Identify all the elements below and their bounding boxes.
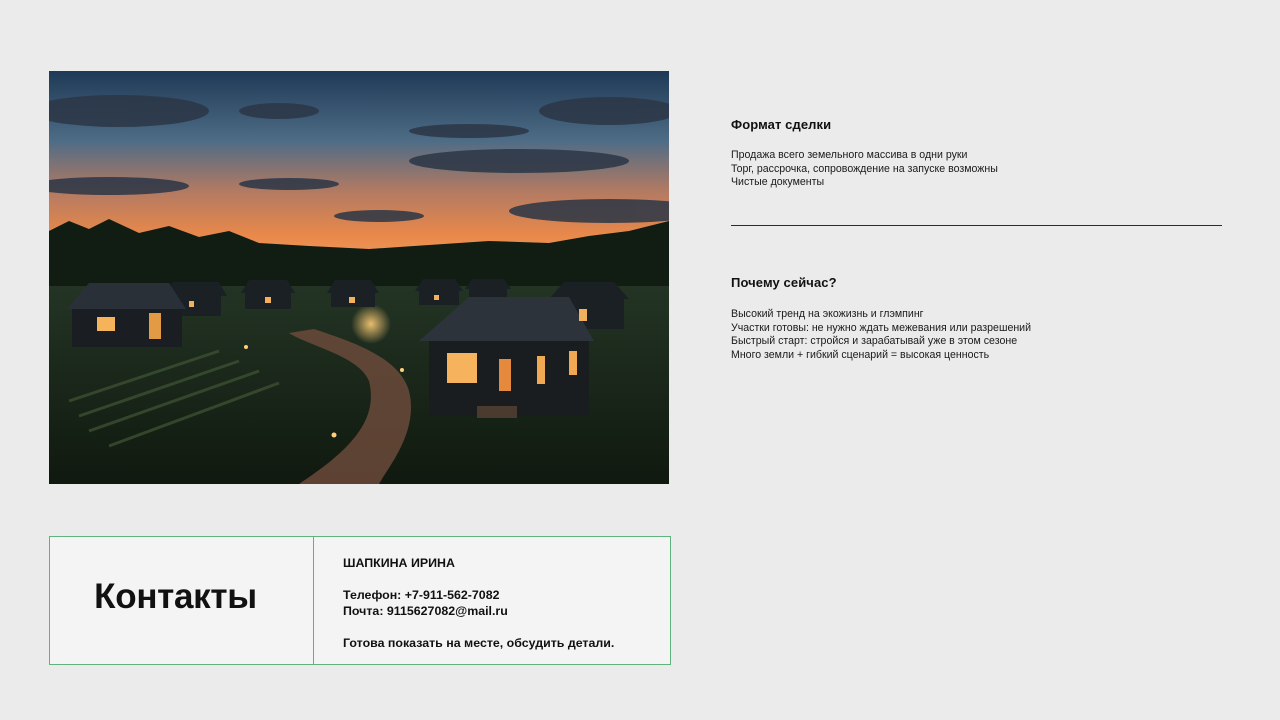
deal-format-section [731, 117, 1231, 190]
why-now-item: Участки готовы: не нужно ждать межевания или разрешений [731, 321, 1032, 334]
why-now-item: Быстрый старт: стройся и зарабатывай уже в этом сезоне [731, 335, 1018, 348]
contacts-heading-cell [50, 537, 314, 664]
contact-note: Готова показать на месте, обсудить детали. [343, 636, 615, 650]
deal-format-item: Торг, рассрочка, сопровождение на запуске возможны [731, 162, 998, 175]
deal-format-list [731, 149, 1231, 190]
contact-email[interactable]: Почта: 9115627082@mail.ru [343, 604, 508, 618]
why-now-list [731, 308, 1231, 362]
contacts-details [314, 537, 614, 664]
contacts-title: Контакты [94, 576, 257, 616]
why-now-item: Высокий тренд на экожизнь и глэмпинг [731, 308, 924, 320]
deal-format-item: Продажа всего земельного массива в одни руки [731, 149, 968, 161]
glamping-photo [49, 71, 669, 484]
contact-phone[interactable]: Телефон: +7-911-562-7082 [343, 588, 500, 602]
why-now-section [731, 275, 1231, 362]
deal-format-item: Чистые документы [731, 176, 825, 189]
why-now-title: Почему сейчас? [731, 275, 837, 290]
why-now-item: Много земли + гибкий сценарий = высокая ценность [731, 348, 990, 361]
contacts-box [49, 536, 671, 665]
photo-illustration [49, 71, 669, 484]
deal-format-title: Формат сделки [731, 117, 832, 132]
contact-name: ШАПКИНА ИРИНА [343, 556, 455, 570]
section-divider [731, 225, 1222, 226]
